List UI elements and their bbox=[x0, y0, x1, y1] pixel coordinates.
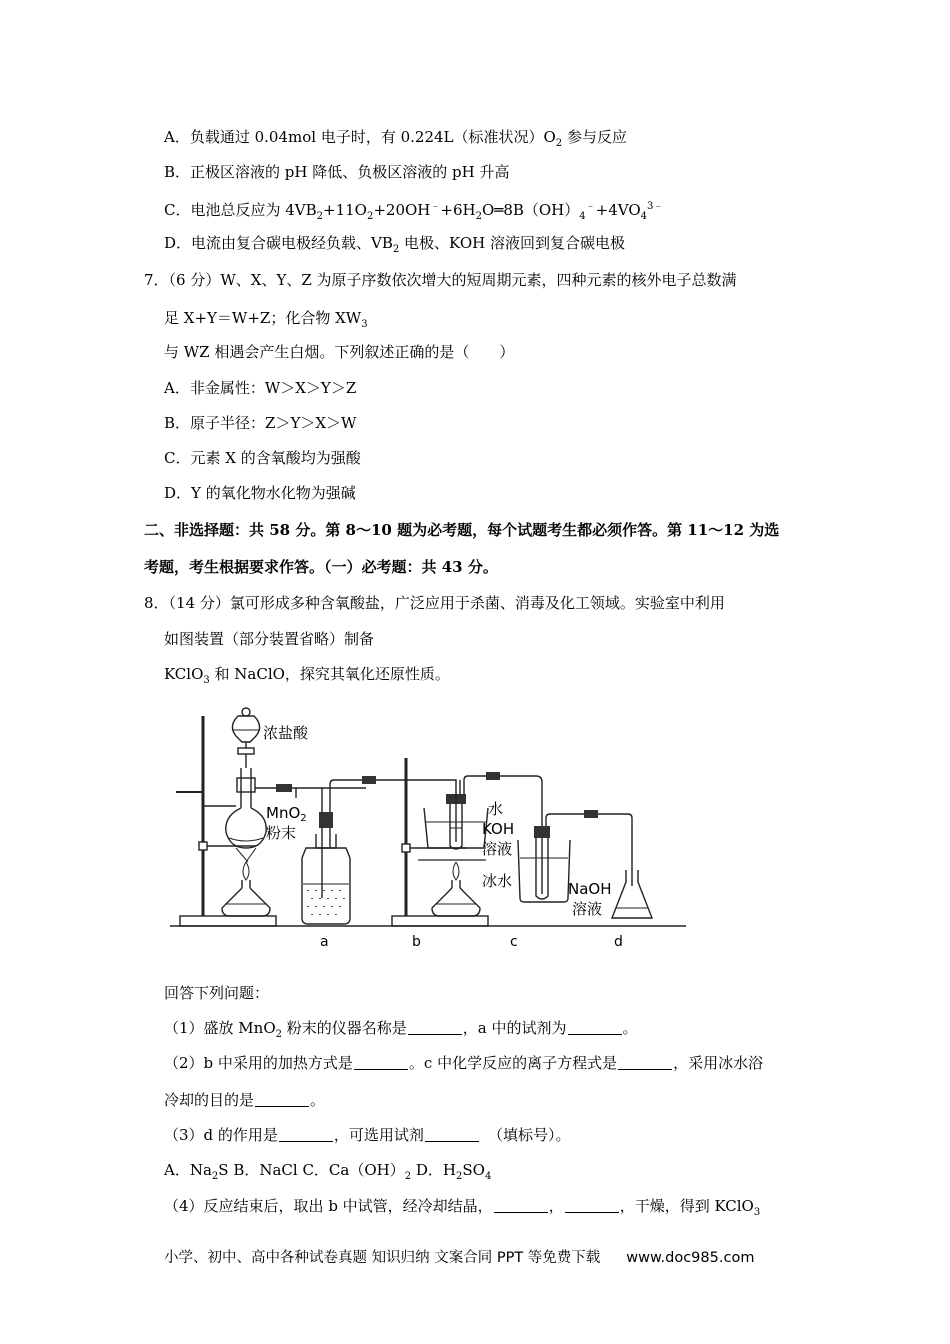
iron-stand-1 bbox=[176, 716, 276, 926]
q8-stem-line2: 如图装置（部分装置省略）制备 bbox=[164, 630, 375, 648]
page-footer: 小学、初中、高中各种试卷真题 知识归纳 文案合同 PPT 等免费下载 www.doc985.com bbox=[164, 1250, 755, 1266]
section2-heading-line2: 考题，考生根据要求作答。（一）必考题：共 43 分。 bbox=[144, 558, 498, 576]
q8-part1: （1）盛放 MnO$_2$ 粉末的仪器名称是 ，a 中的试剂为 。 bbox=[164, 1019, 638, 1040]
answer-blank[interactable] bbox=[408, 1020, 462, 1035]
label-ice-water: 冰水 bbox=[482, 872, 513, 890]
q7-stem-line3: 与 WZ 相遇会产生白烟。下列叙述正确的是（ ） bbox=[164, 343, 515, 361]
answer-blank[interactable] bbox=[618, 1055, 672, 1070]
q8-stem-line1: 8．（14 分）氯可形成多种含氧酸盐，广泛应用于杀菌、消毒及化工领域。实验室中利用 bbox=[144, 594, 725, 612]
q7-stem-line2: 足 X+Y＝W+Z；化合物 $XW_3$ bbox=[164, 309, 368, 330]
q8-stem-line3: KClO$_3$ 和 NaClO，探究其氧化还原性质。 bbox=[164, 665, 450, 686]
section2-heading-line1: 二、非选择题：共 58 分。第 8～10 题为必考题，每个试题考生都必须作答。第 11～12 为选 bbox=[144, 521, 780, 539]
q8-part3: （3）d 的作用是 ，可选用试剂 （填标号）。 bbox=[164, 1126, 571, 1144]
label-c: c bbox=[510, 934, 518, 950]
label-d: d bbox=[614, 934, 623, 950]
q7-stem-line1: 7．（6 分）W、X、Y、Z 为原子序数依次增大的短周期元素，四种元素的核外电子总数满 bbox=[144, 271, 737, 289]
label-naoh-solution: 溶液 bbox=[572, 900, 603, 918]
answer-blank[interactable] bbox=[279, 1127, 333, 1142]
q8-part2: （2）b 中采用的加热方式是 。c 中化学反应的离子方程式是 ，采用冰水浴 bbox=[164, 1054, 764, 1072]
q7-option-a: A．非金属性：W＞X＞Y＞Z bbox=[164, 379, 357, 397]
answer-blank[interactable] bbox=[255, 1092, 309, 1107]
label-b: b bbox=[412, 934, 421, 950]
q8-answer-prompt: 回答下列问题： bbox=[164, 984, 270, 1002]
label-concentrated-hcl: 浓盐酸 bbox=[263, 724, 309, 742]
footer-site-link[interactable]: www.doc985.com bbox=[626, 1250, 755, 1266]
answer-blank[interactable] bbox=[565, 1198, 619, 1213]
answer-blank[interactable] bbox=[425, 1127, 479, 1142]
q7-option-c: C．元素 X 的含氧酸均为强酸 bbox=[164, 449, 361, 467]
q8-part3-options: A．$Na_2S$ B．NaCl C．$Ca(OH)_2$ D．$H_2SO_4$ bbox=[164, 1161, 492, 1182]
answer-blank[interactable] bbox=[354, 1055, 408, 1070]
q6-option-d: D．电流由复合碳电极经负载、$VB_2$ 电极、KOH 溶液回到复合碳电极 bbox=[164, 234, 625, 255]
alcohol-lamp-2 bbox=[432, 862, 480, 916]
q8-part4: （4）反应结束后，取出 b 中试管，经冷却结晶， ， ，干燥，得到 KClO$_3$ bbox=[164, 1197, 761, 1218]
label-water: 水 bbox=[488, 800, 504, 818]
label-koh: KOH bbox=[482, 820, 515, 838]
label-powder: 粉末 bbox=[266, 824, 297, 842]
label-mno2: MnO$_2$ bbox=[266, 804, 307, 824]
separatory-funnel bbox=[232, 708, 259, 768]
label-naoh: NaOH bbox=[568, 880, 612, 898]
q8-part2-line2: 冷却的目的是 。 bbox=[164, 1091, 326, 1109]
label-a: a bbox=[320, 934, 329, 950]
alcohol-lamp-1 bbox=[222, 848, 270, 916]
q7-option-b: B．原子半径：Z＞Y＞X＞W bbox=[164, 414, 357, 432]
q6-option-b: B．正极区溶液的 pH 降低、负极区溶液的 pH 升高 bbox=[164, 163, 510, 181]
answer-blank[interactable] bbox=[568, 1020, 622, 1035]
label-koh-solution: 溶液 bbox=[482, 840, 513, 858]
answer-blank[interactable] bbox=[494, 1198, 548, 1213]
q6-option-a: A．负载通过 0.04mol 电子时，有 0.224L（标准状况）$O_2$ 参与反应 bbox=[164, 128, 627, 149]
q7-option-d: D．Y 的氧化物水化物为强碱 bbox=[164, 484, 356, 502]
q6-option-c: C．电池总反应为 $4VB_2+11O_2+20OH^﹣+6H_2O═8B(OH)_4^﹣+4VO_4^{3﹣}$ bbox=[164, 201, 664, 222]
apparatus-diagram bbox=[166, 698, 690, 954]
